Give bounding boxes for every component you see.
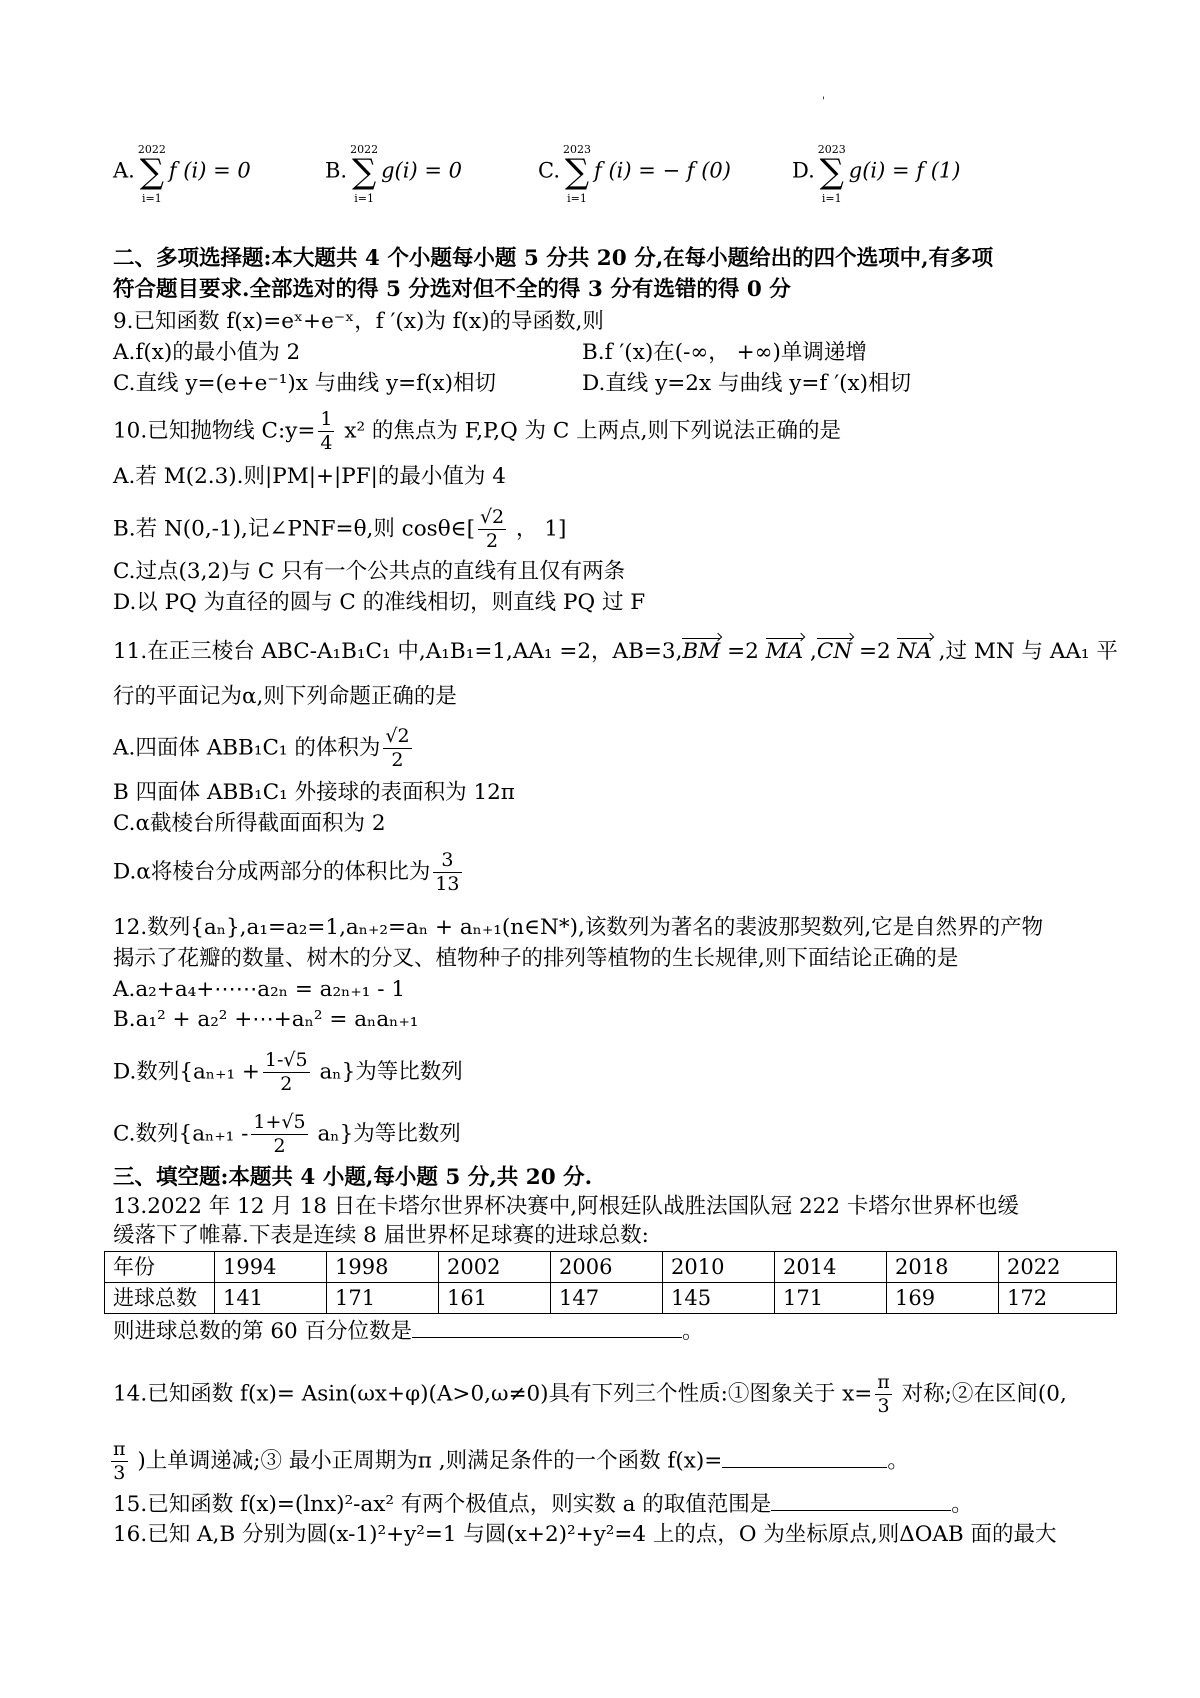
table-cell: 2014 [775, 1252, 887, 1283]
q11-option-d: D.α将棱台分成两部分的体积比为 $\frac{3}{13}$ [113, 849, 460, 895]
q16-line: 16.已知 A,B 分别为圆(x-1)²+y²=1 与圆(x+2)²+y²=4 上的点，O 为坐标原点,则ΔOAB 面的最大 [113, 1522, 1057, 1547]
table-cell: 2018 [887, 1252, 999, 1283]
q12-option-c: C.数列{aₙ₊₁ - $\frac{1+√5}{2}$ aₙ}为等比数列 [113, 1111, 461, 1157]
q14-line2-fraction: $\frac{\pi}{3}$ [113, 1438, 126, 1484]
q15-answer-blank[interactable] [771, 1488, 951, 1511]
q10-option-b: B.若 N(0,-1),记∠PNF=θ,则 cosθ∈[ $\frac{√2}{2}$ ， 1] [113, 506, 567, 552]
q14-pi-fraction: $\frac{\pi}{3}$ [877, 1371, 890, 1417]
q12-option-d: D.数列{aₙ₊₁ + $\frac{1-√5}{2}$ aₙ}为等比数列 [113, 1049, 463, 1095]
vector-bm: BM [682, 637, 720, 667]
q13-line1: 13.2022 年 12 月 18 日在卡塔尔世界杯决赛中,阿根廷队战胜法国队冠 222 卡塔尔世界杯也缓 [113, 1194, 1019, 1219]
table-cell: 169 [887, 1283, 999, 1314]
section3-heading: 三、填空题:本题共 4 小题,每小题 5 分,共 20 分. [113, 1165, 593, 1190]
table-cell: 171 [327, 1283, 439, 1314]
table-cell: 171 [775, 1283, 887, 1314]
q12-option-a: A.a₂+a₄+⋯⋯a₂ₙ = a₂ₙ₊₁ - 1 [113, 977, 406, 1002]
table-cell: 2010 [663, 1252, 775, 1283]
q9-stem: 9.已知函数 f(x)=eˣ+e⁻ˣ，f ′(x)为 f(x)的导函数,则 [113, 309, 604, 334]
q9-option-a: A.f(x)的最小值为 2 [113, 340, 301, 365]
q9-option-b: B.f ′(x)在(-∞， +∞)单调递增 [582, 340, 867, 365]
q11-option-b: B 四面体 ABB₁C₁ 外接球的表面积为 12π [113, 780, 515, 805]
q13-line2: 缓落下了帷幕.下表是连续 8 届世界杯足球赛的进球总数: [113, 1223, 649, 1248]
q8-option-b: B. 2022 ∑ i=1 g(i) = 0 [325, 143, 462, 205]
q13-answer-blank[interactable] [412, 1315, 682, 1338]
table-cell: 172 [999, 1283, 1117, 1314]
q12-option-b: B.a₁² + a₂² +⋯+aₙ² = aₙaₙ₊₁ [113, 1007, 419, 1032]
q10-b-fraction: $\frac{√2}{2}$ [479, 506, 505, 552]
table-row-label: 进球总数 [105, 1283, 215, 1314]
q10-fraction: $\frac{1}{4}$ [320, 408, 333, 454]
q10-stem: 10.已知抛物线 C:y= $\frac{1}{4}$ x² 的焦点为 F,P,Q 为 C 上两点,则下列说法正确的是 [113, 408, 841, 454]
q11-option-a: A.四面体 ABB₁C₁ 的体积为 $\frac{√2}{2}$ [113, 725, 410, 771]
q10-option-d: D.以 PQ 为直径的圆与 C 的准线相切，则直线 PQ 过 F [113, 590, 646, 615]
q13-answer-line: 则进球总数的第 60 百分位数是 。 [113, 1315, 704, 1347]
q14-answer-blank[interactable] [722, 1445, 887, 1468]
table-header-label: 年份 [105, 1252, 215, 1283]
q14-line1: 14.已知函数 f(x)= Asin(ωx+φ)(A>0,ω≠0)具有下列三个性质:①图象关于 x= $\frac{\pi}{3}$ 对称;②在区间(0, [113, 1371, 1067, 1417]
table-row-years [105, 1252, 1117, 1283]
table-cell: 147 [551, 1283, 663, 1314]
table-cell: 1998 [327, 1252, 439, 1283]
q8-option-a: A. 2022 ∑ i=1 f (i) = 0 [113, 143, 251, 205]
table-cell: 2022 [999, 1252, 1117, 1283]
q12-line1: 12.数列{aₙ},a₁=a₂=1,aₙ₊₂=aₙ + aₙ₊₁(n∈N*),该数列为著名的裴波那契数列,它是自然界的产物 [113, 915, 1044, 940]
q9-option-c: C.直线 y=(e+e⁻¹)x 与曲线 y=f(x)相切 [113, 371, 497, 396]
q8-option-c: C. 2023 ∑ i=1 f (i) = − f (0) [538, 143, 731, 205]
vector-na: NA [897, 637, 931, 667]
q12-d-fraction: $\frac{1-√5}{2}$ [264, 1049, 308, 1095]
q12-c-fraction: $\frac{1+√5}{2}$ [253, 1111, 306, 1157]
q14-line2: $\frac{\pi}{3}$ )上单调递减;③ 最小正周期为π ,则满足条件的一个函数 f(x)= 。 [113, 1438, 909, 1484]
vector-cn: CN [817, 637, 852, 667]
world-cup-goals-table [104, 1251, 1117, 1314]
q10-option-a: A.若 M(2.3).则|PM|+|PF|的最小值为 4 [113, 464, 506, 489]
q15-line: 15.已知函数 f(x)=(lnx)²-ax² 有两个极值点，则实数 a 的取值范围是 。 [113, 1488, 973, 1520]
table-cell: 2006 [551, 1252, 663, 1283]
q11-d-fraction: $\frac{3}{13}$ [435, 849, 460, 895]
q8-option-d: D. 2023 ∑ i=1 g(i) = f (1) [792, 143, 961, 205]
q11-stem-line1: 11.在正三棱台 ABC-A₁B₁C₁ 中,A₁B₁=1,AA₁ =2，AB=3,BM =2 MA ,CN =2 NA ,过 MN 与 AA₁ 平 [113, 637, 1118, 667]
table-row-goals [105, 1283, 1117, 1314]
q11-a-fraction: $\frac{√2}{2}$ [385, 725, 410, 771]
q12-line2: 揭示了花瓣的数量、树木的分叉、植物种子的排列等植物的生长规律,则下面结论正确的是 [113, 946, 959, 971]
table-cell: 1994 [215, 1252, 327, 1283]
top-mark: ꞌ [822, 96, 825, 107]
section2-heading-line2: 符合题目要求.全部选对的得 5 分选对但不全的得 3 分有选错的得 0 分 [113, 277, 791, 302]
q11-option-c: C.α截棱台所得截面面积为 2 [113, 811, 386, 836]
table-cell: 141 [215, 1283, 327, 1314]
q10-option-c: C.过点(3,2)与 C 只有一个公共点的直线有且仅有两条 [113, 559, 626, 584]
q11-stem-line2: 行的平面记为α,则下列命题正确的是 [113, 684, 457, 709]
section2-heading-line1: 二、多项选择题:本大题共 4 个小题每小题 5 分共 20 分,在每小题给出的四个选项中,有多项 [113, 246, 994, 271]
table-cell: 161 [439, 1283, 551, 1314]
q9-option-d: D.直线 y=2x 与曲线 y=f ′(x)相切 [582, 371, 912, 396]
table-cell: 145 [663, 1283, 775, 1314]
table-cell: 2002 [439, 1252, 551, 1283]
vector-ma: MA [766, 637, 804, 667]
